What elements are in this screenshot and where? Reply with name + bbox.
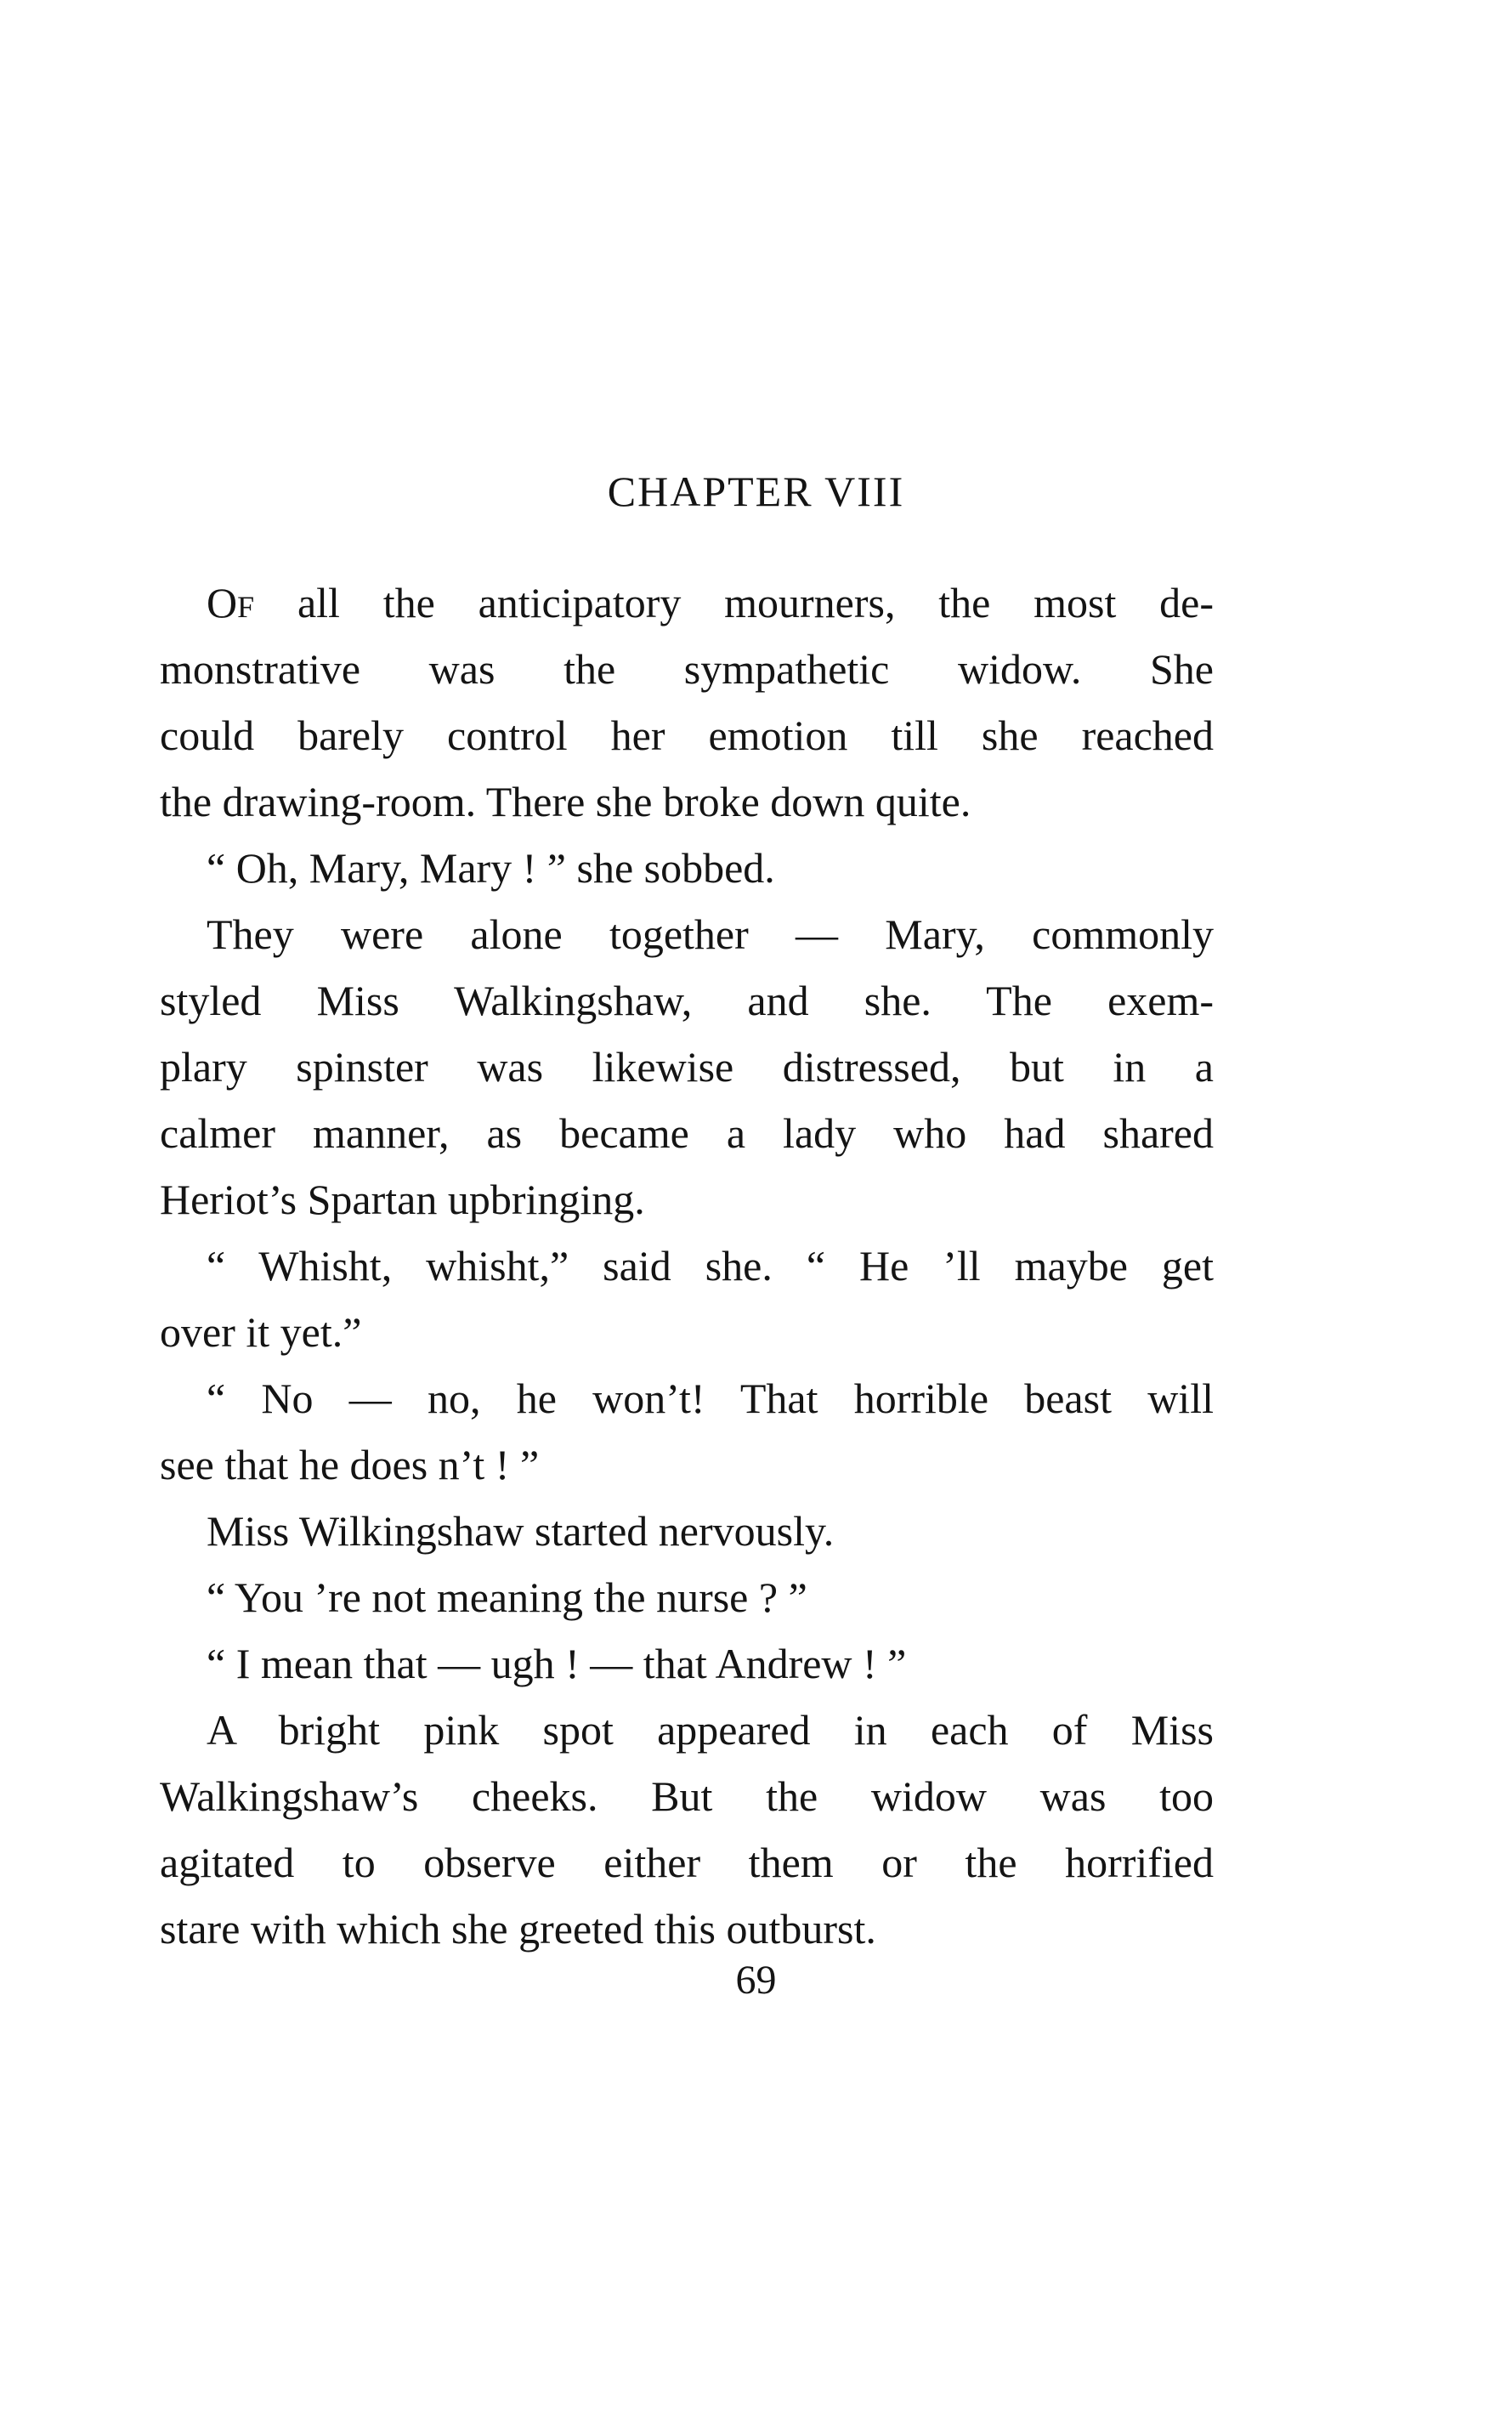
opening-word [207, 579, 254, 626]
text-line-7: styled Miss Walkingshaw, and she. The exem- [160, 977, 1214, 1024]
text-line-12: over it yet.” [160, 1308, 362, 1356]
chapter-title: CHAPTER VIII [607, 468, 905, 515]
opening-capital: O [207, 579, 238, 626]
text-line-2: monstrative was the sympathetic widow. She [160, 645, 1214, 693]
text-line-8: plary spinster was likewise distressed, but in a [160, 1043, 1214, 1091]
text-line-1-rest: all the anticipatory mourners, the most de- [297, 579, 1215, 626]
text-line-11: “ Whisht, whisht,” said she. “ He ’ll maybe get [207, 1242, 1214, 1290]
text-line-18: A bright pink spot appeared in each of Miss [207, 1706, 1214, 1754]
text-line-10: Heriot’s Spartan upbringing. [160, 1176, 645, 1223]
text-line-1 [160, 570, 1214, 636]
chapter-text [160, 570, 1214, 1962]
text-line-17: “ I mean that — ugh ! — that Andrew ! ” [207, 1640, 907, 1687]
text-line-15: Miss Wilkingshaw started nervously. [207, 1507, 835, 1555]
text-line-4: the drawing-room. There she broke down quite. [160, 778, 971, 825]
text-line-3: could barely control her emotion till she reached [160, 711, 1214, 759]
text-line-21: stare with which she greeted this outburst. [160, 1905, 876, 1953]
text-line-9: calmer manner, as became a lady who had shared [160, 1109, 1214, 1157]
text-line-5: “ Oh, Mary, Mary ! ” she sobbed. [207, 844, 775, 892]
text-line-13: “ No — no, he won’t! That horrible beast will [207, 1375, 1214, 1422]
text-line-16: “ You ’re not meaning the nurse ? ” [207, 1573, 807, 1621]
opening-small-cap: F [237, 590, 255, 624]
text-line-20: agitated to observe either them or the horrified [160, 1839, 1214, 1886]
text-line-6: They were alone together — Mary, commonly [207, 910, 1214, 958]
text-line-19: Walkingshaw’s cheeks. But the widow was too [160, 1772, 1214, 1820]
text-line-14: see that he does n’t ! ” [160, 1441, 540, 1488]
page-number: 69 [735, 1958, 777, 2003]
